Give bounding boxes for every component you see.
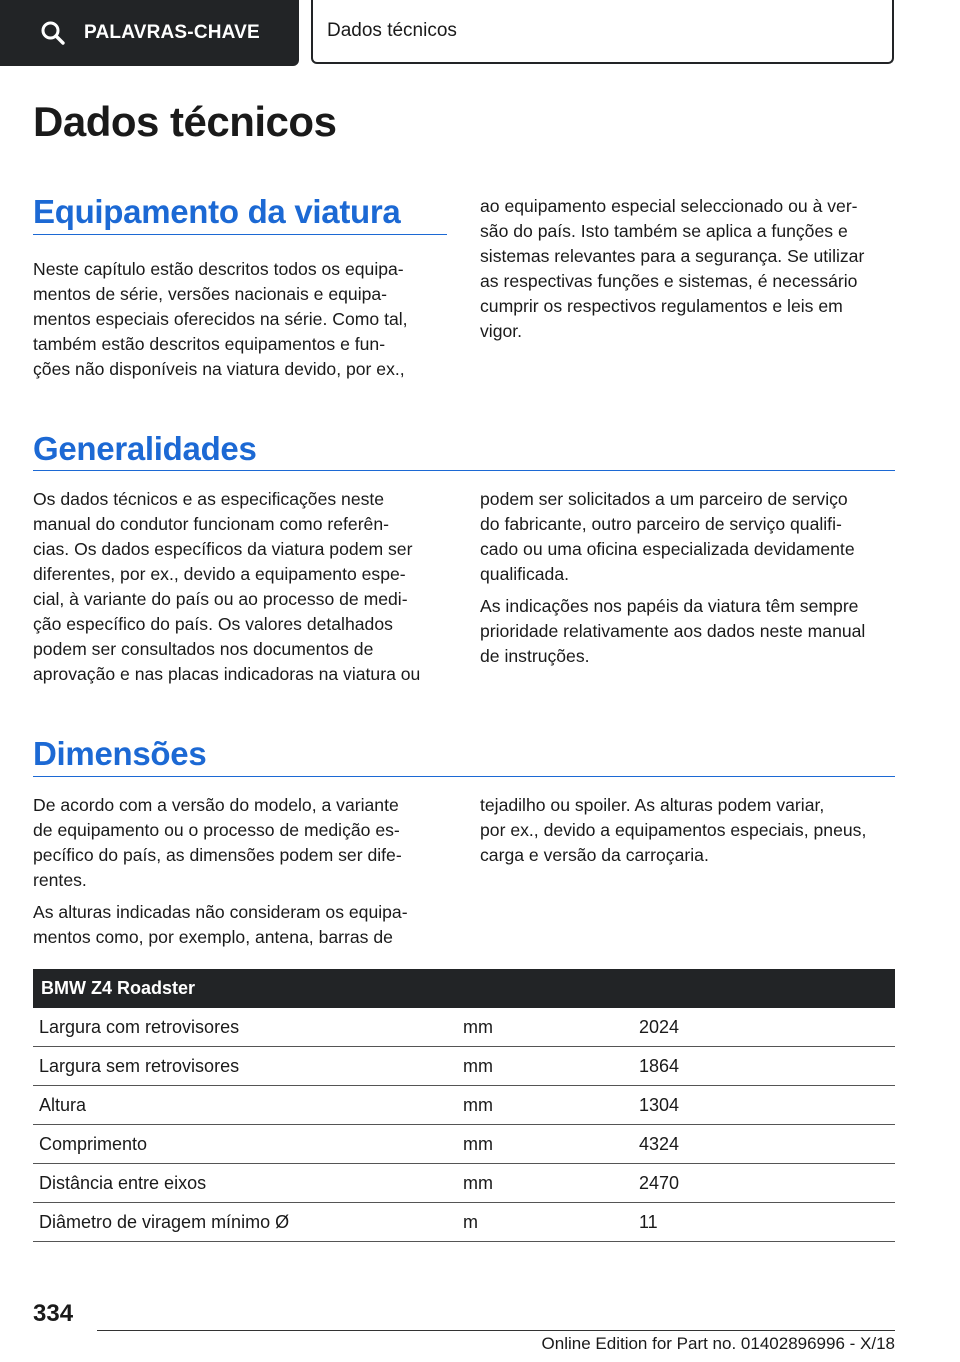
paragraph-dimensoes-col1-b: As alturas indicadas não consideram os equipa- mentos como, por exemplo, antena, barras de [33,902,408,947]
section-title-dimensoes: Dimensões [33,735,207,772]
table-header: BMW Z4 Roadster [33,969,895,1008]
table-cell-label: Comprimento [33,1125,463,1164]
paragraph-dimensoes-col1-a: De acordo com a versão do modelo, a variante de equipamento ou o processo de medição es- pecífico do país, as dimensões podem ser dife- rentes. [33,795,402,890]
table-cell-unit: m [463,1203,639,1242]
breadcrumb[interactable] [311,0,894,64]
search-icon [40,20,66,46]
page-title: Dados técnicos [33,98,337,145]
section-title-equipamento: Equipamento da viatura [33,193,401,230]
paragraph-generalidades-col2-b: As indicações nos papéis da viatura têm sempre prioridade relativamente aos dados neste manual de instruções. [480,596,866,666]
footer-edition-text: Online Edition for Part no. 01402896996 - X/18 [541,1334,895,1353]
table-cell-label: Largura sem retrovisores [33,1047,463,1086]
table-row [33,1008,895,1047]
paragraph-generalidades-col2-a: podem ser solicitados a um parceiro de serviço do fabricante, outro parceiro de serviço qualifi- cado ou uma oficina especializada devidamente qualificada. [480,489,855,584]
paragraph-generalidades-col1: Os dados técnicos e as especificações neste manual do condutor funcionam como referên- cias. Os dados específicos da viatura podem ser diferentes, por ex., devido a equipamento espe- cial, à variante do país ou ao processo de medi- ção específico do país. Os valores detalhados podem ser consultados nos documentos de aprovação e nas placas indicadoras na viatura ou [33,489,421,684]
table-row [33,1164,895,1203]
table-cell-unit: mm [463,1047,639,1086]
table-cell-label: Altura [33,1086,463,1125]
section-divider [33,776,895,777]
table-header-row [33,969,895,1008]
section-divider [33,470,895,471]
paragraph-dimensoes-col2: tejadilho ou spoiler. As alturas podem variar, por ex., devido a equipamentos especiais, pneus, carga e versão da carroçaria. [480,795,867,865]
table-row [33,1125,895,1164]
dimensions-table [33,969,895,1242]
top-navigation-bar [0,0,960,66]
section-title-generalidades: Generalidades [33,430,257,467]
paragraph-equipamento-col1: Neste capítulo estão descritos todos os equipa- mentos de série, versões nacionais e equipa- mentos especiais oferecidos na série. Como tal, também estão descritos equipamentos e fun- ções não disponíveis na viatura devido, por ex., [33,259,408,379]
table-cell-value: 2024 [639,1008,895,1047]
table-cell-value: 1864 [639,1047,895,1086]
table-cell-unit: mm [463,1164,639,1203]
page-number: 334 [33,1300,74,1327]
footer-divider [97,1330,895,1331]
table-row [33,1203,895,1242]
table-row [33,1086,895,1125]
table-cell-value: 2470 [639,1164,895,1203]
paragraph-equipamento-col2: ao equipamento especial seleccionado ou à ver- são do país. Isto também se aplica a funções e sistemas relevantes para a segurança. Se utilizar as respectivas funções e sistemas, é necessário cumprir os respectivos regulamentos e leis em vigor. [480,196,865,341]
table-row [33,1047,895,1086]
section-divider [33,234,447,235]
table-cell-label: Distância entre eixos [33,1164,463,1203]
keywords-button[interactable] [0,0,299,66]
table-cell-label: Diâmetro de viragem mínimo Ø [33,1203,463,1242]
keywords-button-label: PALAVRAS-CHAVE [84,22,260,43]
table-cell-unit: mm [463,1125,639,1164]
table-cell-value: 1304 [639,1086,895,1125]
table-cell-value: 4324 [639,1125,895,1164]
table-cell-unit: mm [463,1008,639,1047]
table-cell-unit: mm [463,1086,639,1125]
breadcrumb-label: Dados técnicos [327,20,457,41]
table-cell-label: Largura com retrovisores [33,1008,463,1047]
table-cell-value: 11 [639,1203,895,1242]
